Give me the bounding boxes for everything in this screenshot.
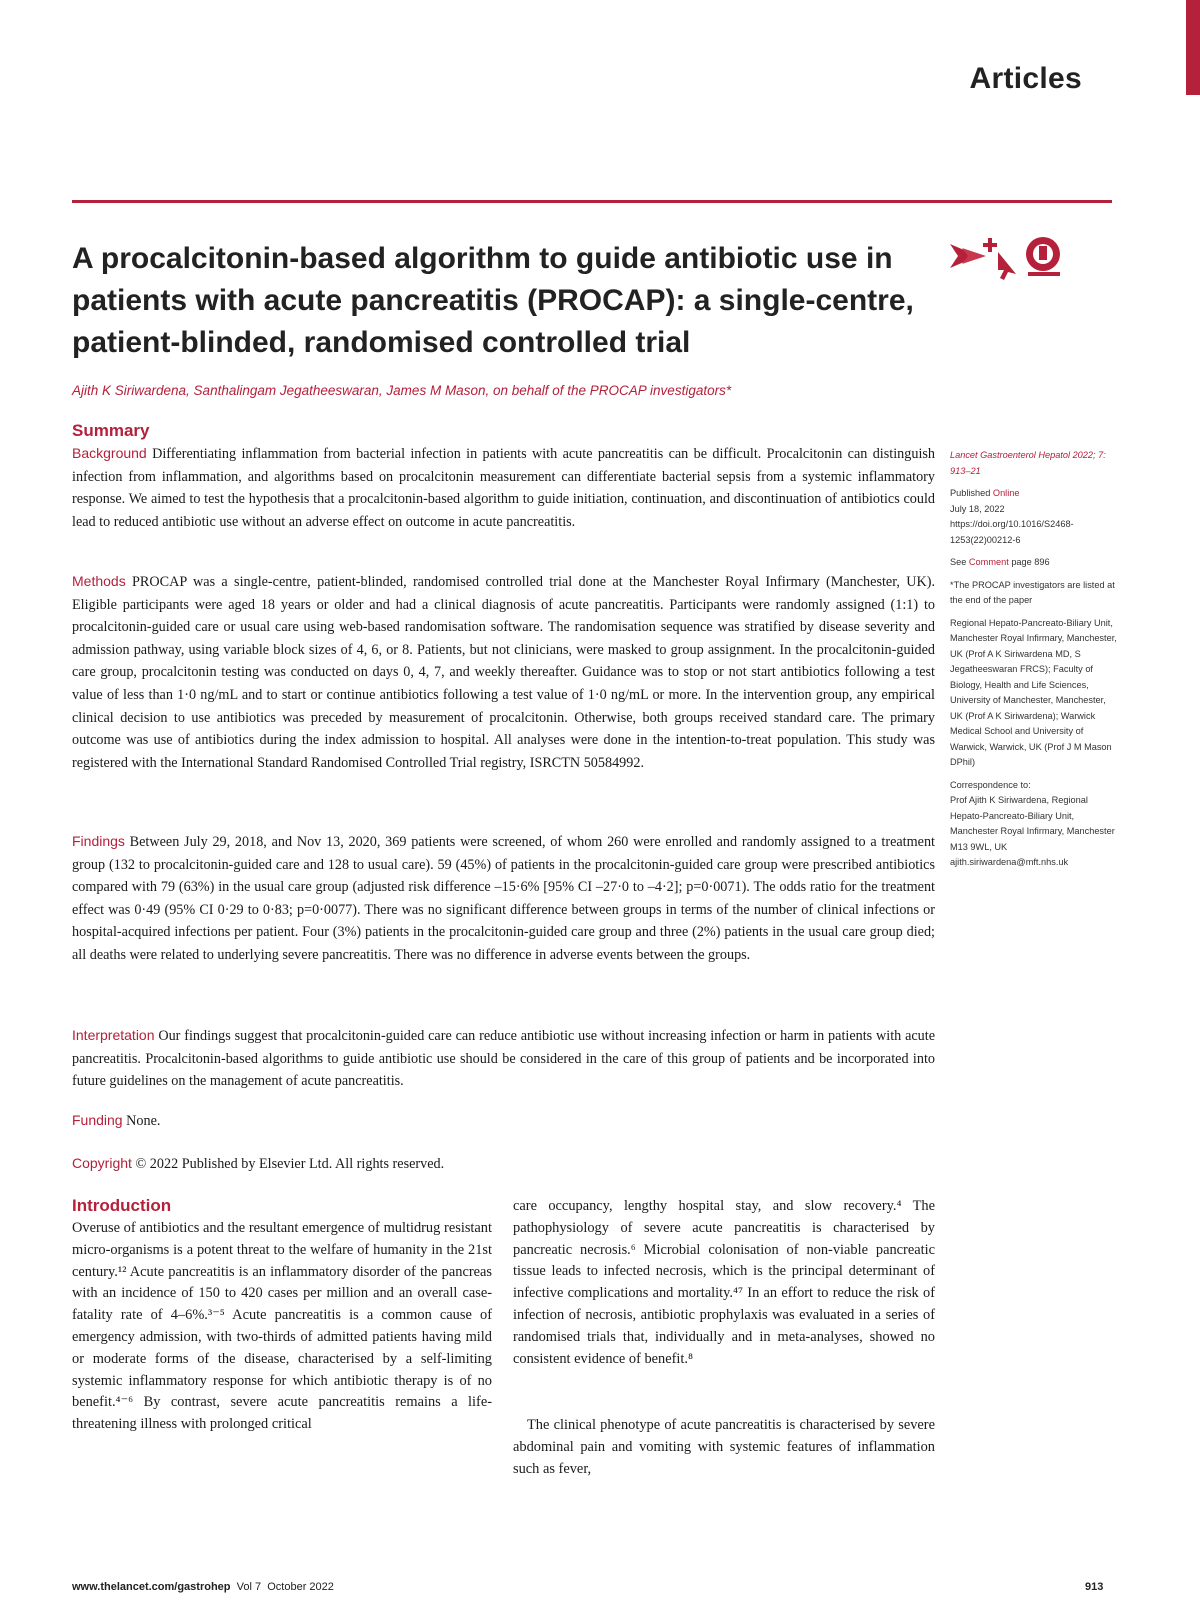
comment-reference: [950, 555, 1120, 571]
section-label: Articles: [969, 62, 1082, 95]
footer-citation: [72, 1581, 334, 1593]
footer-volume: Vol 7: [236, 1581, 262, 1593]
introduction-heading: Introduction: [72, 1196, 172, 1215]
article-title: A procalcitonin-based algorithm to guide antibiotic use in patients with acute pancreatitis (PROCAP): a single-centre, patient-blinded, randomised controlled trial: [72, 242, 914, 359]
red-edge-tab: [1186, 0, 1200, 95]
findings-label: Findings: [72, 833, 125, 849]
abstract-methods: [72, 570, 935, 774]
funding-text: None.: [126, 1113, 161, 1129]
findings-text: Between July 29, 2018, and Nov 13, 2020, 369 patients were screened, of whom 260 were enrolled and randomly assigned to a treatment group (132 to procalcitonin-guided care and 128 to usual care). 59 (45%) of patients in the procalcitonin-guided care group were prescribed antibiotics compared with 79 (63%) in the usual care group (adjusted risk difference –15·6% [95% CI –27·0 to –4·2]; p=0·0071). The odds ratio for the treatment effect was 0·49 (95% CI 0·29 to 0·83; p=0·0077). There was no significant difference between groups in terms of the number of clinical infections or hospital-acquired infections per patient. Four (3%) patients in the procalcitonin-guided care group and three (2%) patients in the usual care group died; all deaths were related to underlying severe pancreatitis. There was no difference in adverse events between the groups.: [72, 834, 935, 963]
methods-text: PROCAP was a single-centre, patient-blinded, randomised controlled trial done at the Manchester Royal Infirmary (Manchester, UK). Eligible participants were aged 18 years or older and had a clinical diagnosis of acute pancreatitis. Participants were randomly assigned (1:1) to procalcitonin-guided care or usual care using web-based randomisation software. The randomisation sequence was stratified by disease severity and admission pathway, using variable block sizes of 4, 6, or 8. Patients, but not clinicians, were masked to group assignment. In the procalcitonin-guided care group, procalcitonin testing was conducted on days 0, 4, 7, and weekly thereafter. Guidance was to stop or not start antibiotics following a test value of less than 1·0 ng/mL and to start or continue antibiotics following a test value of 1·0 ng/mL or more. In the intervention group, any empirical clinical decision to use antibiotics was preceded by measurement of procalcitonin. Otherwise, both groups received standard care. The primary outcome was use of antibiotics during the index admission to hospital. All analyses were done in the intention-to-treat population. This study was registered with the International Standard Randomised Controlled Trial registry, ISRCTN 50584992.: [72, 574, 935, 771]
journal-citation: Lancet Gastroenterol Hepatol 2022; 7: 913–21: [950, 450, 1106, 476]
affiliations: Regional Hepato-Pancreato-Biliary Unit, Manchester Royal Infirmary, Manchester, UK (Prof A K Siriwardena MD, S Jegatheeswaran FRCS); Faculty of Biology, Health and Life Sciences, University of Manchester, Manchester, UK (Prof A K Siriwardena); Warwick Medical School and University of Warwick, Warwick, UK (Prof J M Mason DPhil): [950, 617, 1117, 767]
abstract-background: [72, 442, 935, 533]
correspondence-email[interactable]: ajith.siriwardena@mft.nhs.uk: [950, 857, 1069, 867]
footer-date: October 2022: [267, 1581, 334, 1593]
abstract-findings: [72, 830, 935, 967]
abstract-copyright: [72, 1152, 935, 1176]
correspondence-address: Prof Ajith K Siriwardena, Regional Hepato-Pancreato-Biliary Unit, Manchester Royal Infirmary, Manchester M13 9WL, UK: [950, 795, 1115, 852]
introduction-column-2-paragraph-1: care occupancy, lengthy hospital stay, and slow recovery.⁴ The pathophysiology of severe acute pancreatitis is characterised by pancreatic necrosis.⁶ Microbial colonisation of non-viable pancreatic tissue leads to infected necrosis, which is the principal determinant of infective complications and mortality.⁴⁷ In an effort to reduce the risk of infection of necrosis, antibiotic prophylaxis was evaluated in a series of randomised trials that, individually and in meta-analyses, showed no consistent evidence of benefit.⁸: [513, 1198, 935, 1367]
published-online-link[interactable]: Online: [992, 488, 1020, 498]
correspondence-label: Correspondence to:: [950, 779, 1031, 790]
doi-link[interactable]: https://doi.org/10.1016/S2468-1253(22)00212-6: [950, 519, 1074, 545]
page-number: 913: [1085, 1581, 1104, 1593]
footer-url[interactable]: www.thelancet.com/gastrohep: [72, 1581, 231, 1593]
abstract-funding: [72, 1109, 935, 1133]
copyright-text: © 2022 Published by Elsevier Ltd. All rights reserved.: [135, 1156, 445, 1172]
open-access-icon[interactable]: [950, 238, 1016, 280]
copyright-label: Copyright: [72, 1155, 132, 1171]
author-list: Ajith K Siriwardena, Santhalingam Jegatheeswaran, James M Mason, on behalf of the PROCAP investigators*: [72, 383, 732, 398]
interpretation-label: Interpretation: [72, 1027, 155, 1043]
comment-page: page 896: [1011, 557, 1050, 567]
correspondence: [950, 778, 1120, 871]
crossmark-icon[interactable]: [1026, 237, 1060, 276]
publication-info: [950, 486, 1120, 548]
comment-link[interactable]: Comment: [968, 557, 1009, 567]
comment-prefix: See: [950, 557, 967, 567]
background-label: Background: [72, 445, 147, 461]
funding-label: Funding: [72, 1112, 123, 1128]
sidebar-notes: [950, 448, 1120, 878]
investigators-note: *The PROCAP investigators are listed at the end of the paper: [950, 579, 1115, 605]
methods-label: Methods: [72, 573, 126, 589]
top-rule: [72, 200, 1112, 203]
abstract-interpretation: [72, 1024, 935, 1093]
open-access-icon-group: [948, 232, 1068, 282]
introduction-column-1: Overuse of antibiotics and the resultant emergence of multidrug resistant micro-organisms is a potent threat to the welfare of humanity in the 21st century.¹² Acute pancreatitis is an inflammatory disorder of the pancreas with an incidence of 150 to 420 cases per million and an overall case-fatality rate of 4–6%.³⁻⁵ Acute pancreatitis is a common cause of emergency admission, with two-thirds of admitted patients having mild or moderate forms of the disease, characterised by a self-limiting systemic inflammatory response for which antibiotic therapy is of no benefit.⁴⁻⁶ By contrast, severe acute pancreatitis remains a life-threatening illness with prolonged critical: [72, 1220, 492, 1433]
article-icons: [948, 232, 1068, 282]
introduction-column-2-paragraph-2: The clinical phenotype of acute pancreatitis is characterised by severe abdominal pain and vomiting with systemic features of inflammation such as fever,: [513, 1417, 935, 1477]
summary-heading: Summary: [72, 421, 150, 440]
published-date: July 18, 2022: [950, 503, 1005, 514]
background-text: Differentiating inflammation from bacterial infection in patients with acute pancreatitis can be difficult. Procalcitonin can distinguish infection from inflammation, and algorithms based on procalcitonin measurement can differentiate bacterial sepsis from a systemic inflammatory response. We aimed to test the hypothesis that a procalcitonin-based algorithm to guide initiation, continuation, and discontinuation of antibiotics could lead to reduced antibiotic use without an adverse effect on outcome in acute pancreatitis.: [72, 446, 935, 530]
published-prefix: Published: [950, 488, 991, 498]
interpretation-text: Our findings suggest that procalcitonin-guided care can reduce antibiotic use without increasing infection or harm in patients with acute pancreatitis. Procalcitonin-based algorithms to guide antibiotic use should be considered in the care of this group of patients and be incorporated into future guidelines on the management of acute pancreatitis.: [72, 1028, 936, 1090]
